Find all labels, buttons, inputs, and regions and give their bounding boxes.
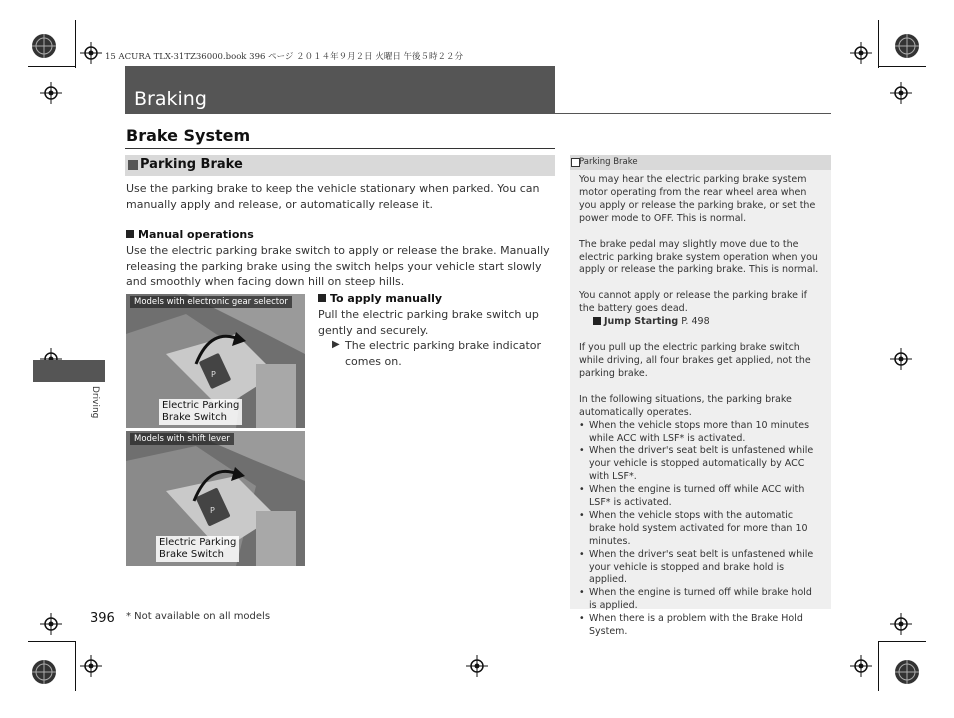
- registration-target-icon: [30, 32, 58, 60]
- section-title: Brake System: [126, 126, 251, 145]
- registration-target-icon: [30, 658, 58, 686]
- chapter-title: Braking: [134, 88, 207, 110]
- chapter-side-tab: [33, 360, 105, 382]
- crop-mark: [28, 641, 76, 642]
- registration-crosshair-icon: [890, 613, 912, 635]
- sidebar-body: [579, 174, 822, 639]
- list-item: • When the engine is turned off while brake hold is applied.: [579, 587, 822, 613]
- figure-callout-line: Brake Switch: [159, 549, 224, 560]
- sidebar-title: Parking Brake: [579, 157, 638, 167]
- svg-text:P: P: [210, 506, 215, 515]
- crop-mark: [878, 641, 879, 691]
- figure-callout-label: [156, 536, 239, 562]
- manual-ops-heading-text: Manual operations: [138, 228, 254, 241]
- svg-text:P: P: [211, 370, 216, 379]
- xref-page: P. 498: [681, 316, 710, 328]
- list-item: • When the vehicle stops with the automatic brake hold system activated for more than 10 minutes.: [579, 510, 822, 549]
- sidebar-paragraph: You cannot apply or release the parking brake if the battery goes dead.: [579, 290, 807, 315]
- sidebar-paragraph: In the following situations, the parking brake automatically operates.: [579, 393, 792, 418]
- crop-mark: [878, 20, 879, 68]
- figure-caption: Models with electronic gear selector: [130, 296, 292, 308]
- print-header: 15 ACURA TLX-31TZ36000.book 396 ページ ２０１４年９月２日 火曜日 午後５時２２分: [105, 52, 464, 62]
- subsection-bar: [125, 155, 555, 176]
- registration-crosshair-icon: [40, 82, 62, 104]
- registration-crosshair-icon: [890, 348, 912, 370]
- crop-mark: [878, 66, 926, 67]
- footnote: * Not available on all models: [126, 611, 271, 622]
- triangle-arrow-icon: ▶: [332, 339, 340, 350]
- list-item: • When the vehicle stops more than 10 minutes while ACC with LSF* is activated.: [579, 420, 822, 446]
- registration-target-icon: [893, 658, 921, 686]
- registration-crosshair-icon: [890, 82, 912, 104]
- apply-manually-result: The electric parking brake indicator comes on.: [345, 339, 542, 368]
- crop-mark: [28, 66, 76, 67]
- list-item: • When the driver's seat belt is unfastened while your vehicle is stopped automatically by ACC with LSF*.: [579, 445, 822, 484]
- registration-crosshair-icon: [80, 655, 102, 677]
- xref-label[interactable]: Jump Starting: [604, 316, 679, 328]
- sidebar-paragraph: If you pull up the electric parking brake switch while driving, all four brakes get applied, not the parking brake.: [579, 342, 811, 379]
- cross-reference[interactable]: [579, 316, 822, 329]
- sidebar-header: [570, 155, 831, 170]
- sidebar-paragraph: The brake pedal may slightly move due to the electric parking brake system operation when you apply or release the parking brake. This is normal.: [579, 238, 819, 276]
- side-tab-label: Driving: [90, 386, 100, 419]
- subsection-title: Parking Brake: [140, 157, 243, 172]
- parking-brake-switch-photo: [126, 294, 305, 428]
- registration-crosshair-icon: [80, 42, 102, 64]
- registration-target-icon: [893, 32, 921, 60]
- list-item: • When the engine is turned off while ACC with LSF* is activated.: [579, 484, 822, 510]
- sidebar-paragraph: You may hear the electric parking brake system motor operating from the rear wheel area when you apply or release the parking brake, or set the power mode to OFF. This is normal.: [579, 174, 816, 224]
- registration-crosshair-icon: [40, 613, 62, 635]
- square-bullet-icon: [126, 230, 134, 238]
- square-bullet-icon: [318, 294, 326, 302]
- figure-callout-label: [159, 399, 242, 425]
- apply-manually-heading: [318, 292, 442, 305]
- auto-operation-list: [579, 420, 822, 639]
- apply-manually-heading-text: To apply manually: [330, 292, 443, 305]
- figure-callout-line: Electric Parking: [162, 400, 240, 411]
- registration-crosshair-icon: [466, 655, 488, 677]
- chapter-title-bar: [125, 66, 555, 114]
- figure-caption: Models with shift lever: [130, 433, 234, 445]
- list-item: • When there is a problem with the Brake Hold System.: [579, 613, 822, 639]
- registration-crosshair-icon: [850, 42, 872, 64]
- manual-ops-heading: [126, 228, 254, 241]
- square-bullet-icon: [128, 160, 138, 170]
- section-rule: [125, 148, 555, 149]
- figure-callout-line: Electric Parking: [159, 537, 237, 548]
- registration-crosshair-icon: [850, 655, 872, 677]
- title-rule: [555, 113, 831, 114]
- crop-mark: [878, 641, 926, 642]
- page-number: 396: [90, 611, 115, 626]
- parking-brake-switch-photo: [126, 431, 305, 566]
- apply-manually-body: Pull the electric parking brake switch up gently and securely.: [318, 308, 539, 337]
- crop-mark: [75, 20, 76, 68]
- intro-paragraph: Use the parking brake to keep the vehicle stationary when parked. You can manually apply and release, or automatically release it.: [126, 182, 540, 211]
- figure-callout-line: Brake Switch: [162, 412, 227, 423]
- arrow-reference-icon: [593, 317, 601, 325]
- manual-ops-body: Use the electric parking brake switch to apply or release the brake. Manually releasing the parking brake using the switch helps your vehicle start slowly and smoothly when facing down hill on steep hills.: [126, 244, 550, 289]
- list-item: • When the driver's seat belt is unfastened while your vehicle is stopped and brake hold is applied.: [579, 549, 822, 588]
- crop-mark: [75, 641, 76, 691]
